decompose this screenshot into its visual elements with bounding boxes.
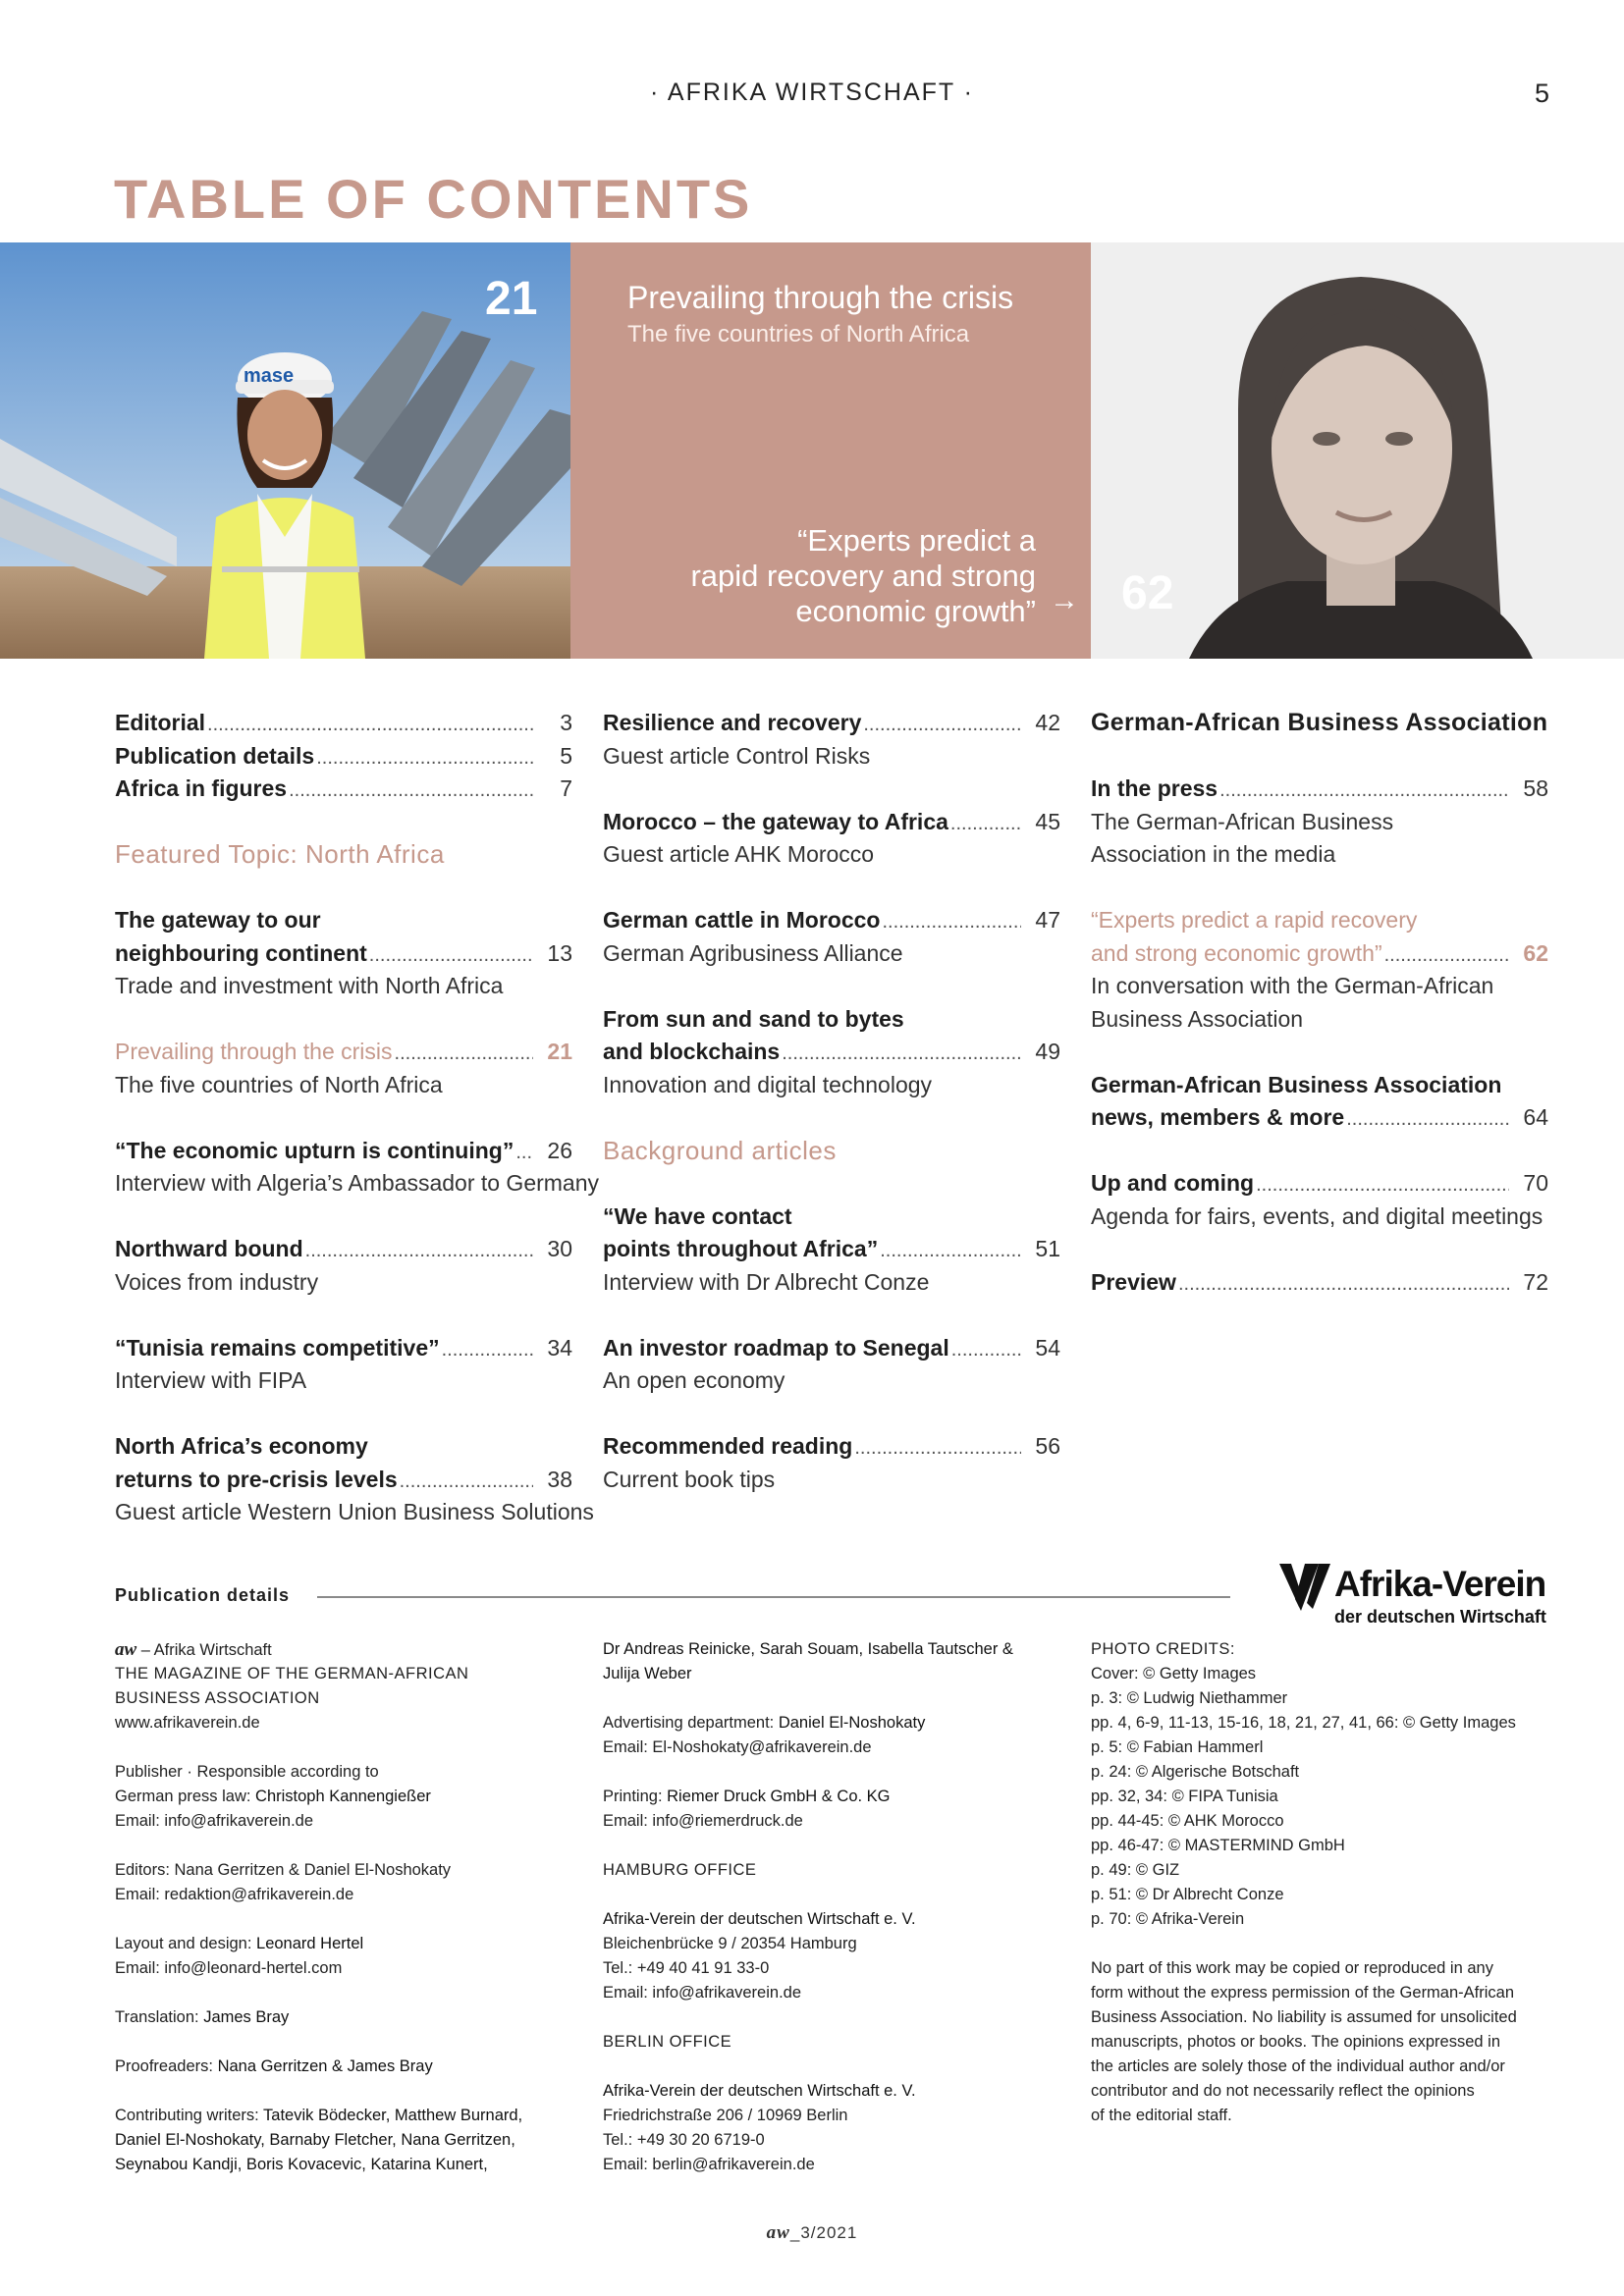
disclaimer-line: contributor and do not necessarily reflect the opinions: [1091, 2082, 1475, 2100]
toc-column-2: [603, 707, 1060, 1496]
office-phone: Tel.: +49 40 41 91 33-0: [603, 1959, 770, 1977]
office-name: Afrika-Verein der deutschen Wirtschaft e. V.: [603, 2082, 916, 2100]
email-link[interactable]: Email: info@leonard-hertel.com: [115, 1959, 343, 1977]
disclaimer-line: of the editorial staff.: [1091, 2107, 1232, 2124]
page-number: 5: [1534, 79, 1549, 108]
office-name: Afrika-Verein der deutschen Wirtschaft e. V.: [603, 1910, 916, 1928]
masthead-line: aw – Afrika Wirtschaft: [115, 1639, 272, 1660]
toc-subtitle: Guest article AHK Morocco: [603, 841, 875, 867]
toc-subtitle: Trade and investment with North Africa: [115, 973, 504, 998]
office-address: Bleichenbrücke 9 / 20354 Hamburg: [603, 1935, 857, 1952]
section-heading: Background articles: [603, 1135, 837, 1165]
logo-name: Afrika-Verein: [1334, 1564, 1546, 1604]
contributors-line: Daniel El-Noshokaty, Barnaby Fletcher, Nana Gerritzen,: [115, 2131, 515, 2149]
helmet-text: mase: [244, 365, 295, 387]
disclaimer-line: manuscripts, photos or books. The opinions expressed in: [1091, 2033, 1501, 2051]
photo-credit: p. 5: © Fabian Hammerl: [1091, 1738, 1264, 1756]
aw-logo-mark: aw: [766, 2222, 790, 2243]
toc-entry-cattle[interactable]: German cattle in Morocco ..... 47: [603, 904, 1060, 937]
printing-line: Printing: Riemer Druck GmbH & Co. KG: [603, 1788, 891, 1805]
toc-title-line: The gateway to our: [115, 907, 321, 933]
afrika-verein-logo-icon: [1279, 1564, 1330, 1611]
email-link[interactable]: Email: info@riemerdruck.de: [603, 1812, 803, 1830]
toc-column-1: [115, 707, 600, 1529]
email-link[interactable]: Email: redaktion@afrikaverein.de: [115, 1886, 354, 1903]
toc-subtitle: Innovation and digital technology: [603, 1071, 933, 1097]
photo-credit: pp. 32, 34: © FIPA Tunisia: [1091, 1788, 1278, 1805]
imprint-column-3: [1091, 1637, 1552, 2128]
toc-entry-resilience[interactable]: Resilience and recovery ..... 42: [603, 707, 1060, 740]
toc-entry-upcoming[interactable]: Up and coming ..... 70: [1091, 1167, 1548, 1201]
office-address: Friedrichstraße 206 / 10969 Berlin: [603, 2107, 848, 2124]
quote-line: economic growth”: [795, 594, 1036, 628]
toc-subtitle: Interview with Algeria’s Ambassador to Germany: [115, 1170, 600, 1196]
feature-panel: [570, 242, 1091, 659]
disclaimer-line: Business Association. No liability is assumed for unsolicited: [1091, 2008, 1517, 2026]
toc-subtitle: In conversation with the German-African: [1091, 973, 1494, 998]
photo-credit: pp. 44-45: © AHK Morocco: [1091, 1812, 1284, 1830]
quote-line: “Experts predict a: [797, 523, 1036, 558]
office-heading: HAMBURG OFFICE: [603, 1861, 757, 1879]
photo-credit: pp. 46-47: © MASTERMIND GmbH: [1091, 1837, 1345, 1854]
contributors-line: Julija Weber: [603, 1665, 692, 1682]
email-link[interactable]: Email: info@afrikaverein.de: [115, 1812, 314, 1830]
issue-number: _3/2021: [789, 2223, 858, 2242]
aw-logo-mark: aw: [115, 1639, 137, 1660]
section-heading: German-African Business Association: [1091, 709, 1548, 736]
panel-quote: [663, 523, 1036, 629]
toc-entry-reading[interactable]: Recommended reading ..... 56: [603, 1430, 1060, 1464]
toc-entry-tunisia[interactable]: “Tunisia remains competitive” ..... 34: [115, 1332, 572, 1365]
toc-entry-upturn[interactable]: “The economic upturn is continuing” ..... 26: [115, 1135, 572, 1168]
toc-entry-sun[interactable]: and blockchains ..... 49: [603, 1036, 1060, 1069]
toc-entry-contact[interactable]: points throughout Africa” ..... 51: [603, 1233, 1060, 1266]
toc-entry-northward[interactable]: Northward bound ..... 30: [115, 1233, 572, 1266]
magazine-line: THE MAGAZINE OF THE GERMAN-AFRICAN: [115, 1665, 469, 1682]
afrika-verein-logo: [1279, 1564, 1548, 1634]
photo-credit: p. 24: © Algerische Botschaft: [1091, 1763, 1300, 1781]
email-link[interactable]: Email: berlin@afrikaverein.de: [603, 2156, 815, 2173]
toc-subtitle: Business Association: [1091, 1005, 1304, 1032]
feature-banner: [0, 242, 1624, 659]
toc-subtitle: An open economy: [603, 1367, 785, 1393]
translation-line: Translation: James Bray: [115, 2008, 290, 2026]
editors-line: Editors: Nana Gerritzen & Daniel El-Noshokaty: [115, 1861, 452, 1879]
publisher-line: German press law: Christoph Kannengießer: [115, 1788, 431, 1805]
website-link[interactable]: www.afrikaverein.de: [115, 1714, 260, 1732]
office-phone: Tel.: +49 30 20 6719-0: [603, 2131, 765, 2149]
proofreaders-line: Proofreaders: Nana Gerritzen & James Bray: [115, 2057, 433, 2075]
toc-title-line: “Experts predict a rapid recovery: [1091, 907, 1418, 933]
contributors-line: Contributing writers: Tatevik Bödecker, Matthew Burnard,: [115, 2107, 523, 2124]
toc-entry-gateway[interactable]: neighbouring continent ..... 13: [115, 937, 572, 971]
quote-line: rapid recovery and strong: [690, 559, 1036, 593]
toc-entry-preview[interactable]: Preview ..... 72: [1091, 1266, 1548, 1300]
imprint-column-2: [603, 1637, 1064, 2177]
running-head: · AFRIKA WIRTSCHAFT ·: [650, 79, 974, 106]
photo-credit: Cover: © Getty Images: [1091, 1665, 1257, 1682]
office-heading: BERLIN OFFICE: [603, 2033, 732, 2051]
toc-subtitle: Guest article Control Risks: [603, 742, 871, 769]
imprint-column-1: [115, 1637, 576, 2177]
page-ref-21: 21: [485, 273, 538, 325]
toc-entry-publication-details[interactable]: Publication details ..... 5: [115, 740, 572, 774]
toc-subtitle: Interview with Dr Albrecht Conze: [603, 1268, 930, 1295]
advertising-line: Advertising department: Daniel El-Noshokaty: [603, 1714, 926, 1732]
photo-credit: p. 49: © GIZ: [1091, 1861, 1180, 1879]
photo-credit: pp. 4, 6-9, 11-13, 15-16, 18, 21, 27, 41, 66: © Getty Images: [1091, 1714, 1516, 1732]
magazine-line: BUSINESS ASSOCIATION: [115, 1689, 320, 1707]
email-link[interactable]: Email: info@afrikaverein.de: [603, 1984, 802, 2002]
page-footer: [0, 2222, 1624, 2244]
toc-title-line: German-African Business Association: [1091, 1071, 1502, 1097]
logo-tagline: der deutschen Wirtschaft: [1334, 1607, 1546, 1627]
publication-details-label: Publication details: [115, 1585, 291, 1605]
toc-entry-africa-in-figures[interactable]: Africa in figures ..... 7: [115, 773, 572, 806]
panel-subtitle: The five countries of North Africa: [627, 321, 970, 347]
photo-credits-heading: PHOTO CREDITS:: [1091, 1640, 1235, 1658]
email-link[interactable]: Email: El-Noshokaty@afrikaverein.de: [603, 1738, 872, 1756]
publisher-line: Publisher · Responsible according to: [115, 1763, 379, 1781]
toc-subtitle: Association in the media: [1091, 841, 1336, 867]
toc-entry-economy[interactable]: returns to pre-crisis levels ..... 38: [115, 1464, 572, 1497]
toc-subtitle: Agenda for fairs, events, and digital meetings: [1091, 1202, 1543, 1229]
page-ref-62: 62: [1121, 567, 1174, 619]
toc-entry-news[interactable]: news, members & more ..... 64: [1091, 1101, 1548, 1135]
toc-subtitle: German Agribusiness Alliance: [603, 939, 903, 966]
photo-credit: p. 70: © Afrika-Verein: [1091, 1910, 1245, 1928]
page-title: TABLE OF CONTENTS: [114, 168, 753, 230]
toc-entry-editorial[interactable]: Editorial ..... 3: [115, 707, 572, 740]
toc-column-3: [1091, 707, 1548, 1299]
toc-title-line: North Africa’s economy: [115, 1433, 368, 1459]
toc-title-line: From sun and sand to bytes: [603, 1005, 904, 1032]
toc-entry-press[interactable]: In the press ..... 58: [1091, 773, 1548, 806]
section-heading: Featured Topic: North Africa: [115, 839, 445, 869]
toc-entry-prevailing[interactable]: Prevailing through the crisis ..... 21: [115, 1036, 572, 1069]
contributors-line: Seynabou Kandji, Boris Kovacevic, Katarina Kunert,: [115, 2156, 488, 2173]
toc-subtitle: Voices from industry: [115, 1268, 319, 1295]
toc-entry-senegal[interactable]: An investor roadmap to Senegal ..... 54: [603, 1332, 1060, 1365]
panel-title: Prevailing through the crisis: [627, 280, 1014, 315]
toc-subtitle: Current book tips: [603, 1466, 776, 1492]
photo-credit: p. 51: © Dr Albrecht Conze: [1091, 1886, 1284, 1903]
disclaimer-line: form without the express permission of the German-African: [1091, 1984, 1515, 2002]
toc-subtitle: The five countries of North Africa: [115, 1071, 443, 1097]
toc-title-line: “We have contact: [603, 1202, 792, 1229]
divider: [317, 1596, 1230, 1598]
disclaimer-line: the articles are solely those of the individual author and/or: [1091, 2057, 1505, 2075]
layout-line: Layout and design: Leonard Hertel: [115, 1935, 364, 1952]
arrow-right-icon: →: [1050, 584, 1079, 616]
toc-subtitle: The German-African Business: [1091, 808, 1394, 834]
toc-subtitle: Guest article Western Union Business Solutions: [115, 1499, 594, 1524]
toc-entry-experts[interactable]: and strong economic growth” ..... 62: [1091, 937, 1548, 971]
toc-entry-morocco[interactable]: Morocco – the gateway to Africa ..... 45: [603, 806, 1060, 839]
photo-credit: p. 3: © Ludwig Niethammer: [1091, 1689, 1288, 1707]
toc-subtitle: Interview with FIPA: [115, 1367, 307, 1393]
contributors-line: Dr Andreas Reinicke, Sarah Souam, Isabella Tautscher &: [603, 1640, 1013, 1658]
disclaimer-line: No part of this work may be copied or reproduced in any: [1091, 1959, 1493, 1977]
